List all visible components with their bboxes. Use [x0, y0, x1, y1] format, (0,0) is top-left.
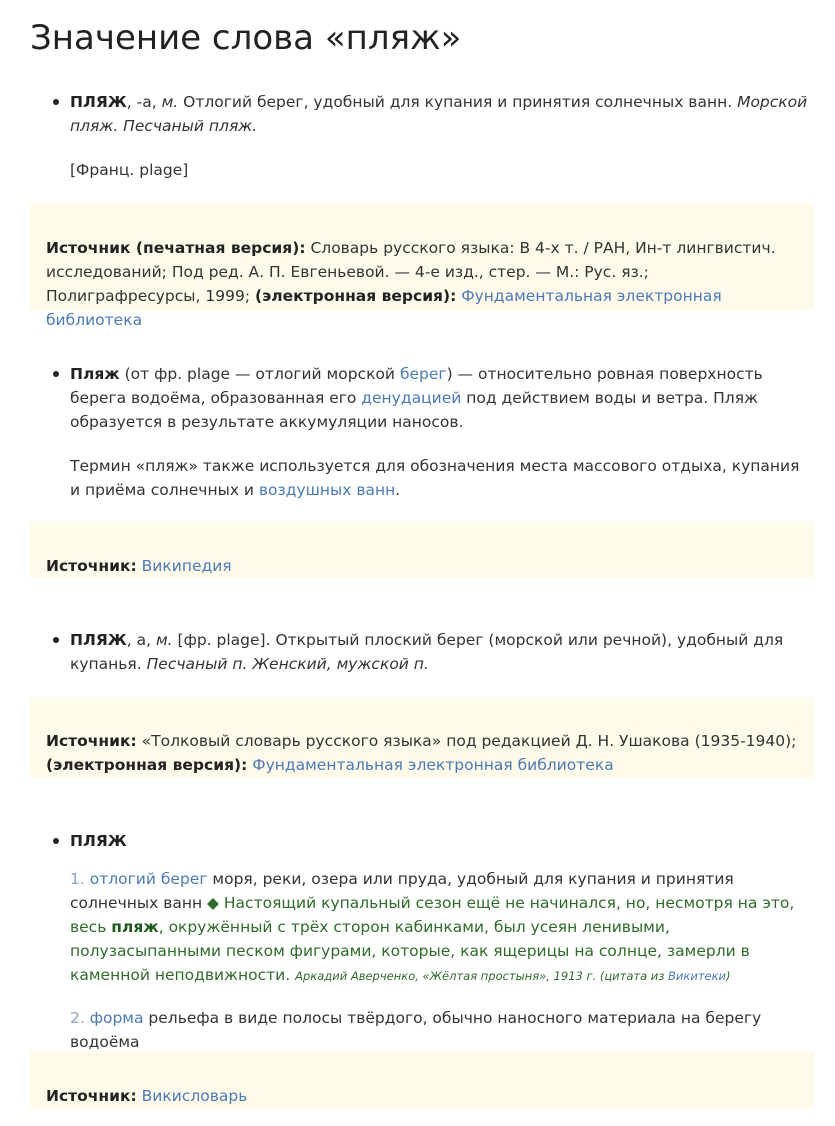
source-link-wiktionary[interactable]: Викисловарь	[141, 1086, 248, 1105]
headword-line	[70, 829, 812, 853]
link-otlogiy-bereg[interactable]: отлогий берег	[89, 870, 208, 888]
quote-text: Настоящий купальный сезон ещё не начинался, но, несмотря на это, весь пляж, окружённый с трёх сторон кабинками, был усеян ленивыми, полузасыпанными песком фигурами, которые, как ящерицы на солнце, замерли в каменной неподвижности.	[70, 894, 795, 984]
headword: Пляж	[70, 365, 120, 383]
source-text: Источник: Википедия	[46, 556, 232, 575]
source-box-2	[30, 521, 814, 578]
sense-number: 2.	[70, 1009, 85, 1027]
definition-entry-3	[70, 628, 812, 676]
source-box-3	[30, 697, 814, 778]
source-box-1	[30, 204, 814, 329]
link-air-baths[interactable]: воздушных ванн	[258, 481, 396, 499]
link-denudation[interactable]: денудацией	[361, 389, 462, 407]
definition-text: ПЛЯЖ, а, м. [фр. plage]. Открытый плоский берег (морской или речной), удобный для купанья. Песчаный п. Женский, мужской п.	[70, 631, 784, 673]
source-text: Источник: Викисловарь	[46, 1086, 248, 1105]
bullet-icon	[53, 99, 59, 105]
definition-text: Пляж (от фр. plage — отлогий морской берег) — относительно ровная поверхность берега водоёма, образованная его денудацией под действием воды и ветра. Пляж образуется в результате аккумуляции наносов.	[70, 365, 763, 431]
source-link-feb[interactable]: Фундаментальная электронная библиотека	[252, 755, 614, 774]
bullet-icon	[53, 838, 59, 844]
page-title: Значение слова «пляж»	[30, 18, 462, 58]
definition-text: ПЛЯЖ, -а, м. Отлогий берег, удобный для купания и принятия солнечных ванн. Морской пляж. Песчаный пляж.	[70, 93, 808, 135]
link-wikisource[interactable]: Викитеки	[668, 969, 727, 983]
headword: ПЛЯЖ	[70, 832, 127, 850]
headword: ПЛЯЖ	[70, 93, 127, 111]
link-bereg[interactable]: берег	[399, 365, 447, 383]
bullet-icon	[53, 371, 59, 377]
source-link-feb[interactable]: Фундаментальная электронная библиотека	[46, 286, 722, 329]
bullet-icon	[53, 637, 59, 643]
definition-entry-1	[70, 90, 812, 182]
citation: Аркадий Аверченко, «Жёлтая простыня», 1913 г. (цитата из Викитеки)	[295, 969, 731, 983]
sense-number: 1.	[70, 870, 85, 888]
source-text: Источник: «Толковый словарь русского языка» под редакцией Д. Н. Ушакова (1935-1940); (электронная версия): Фундаментальная электронная библиотека	[46, 731, 797, 774]
definition-paragraph-2: Термин «пляж» также используется для обозначения места массового отдыха, купания и приёма солнечных и воздушных ванн.	[70, 457, 800, 499]
source-link-wikipedia[interactable]: Википедия	[141, 556, 232, 575]
definition-entry-4	[70, 829, 812, 1054]
source-text: Источник (печатная версия): Словарь русского языка: В 4-х т. / РАН, Ин-т лингвистич. исследований; Под ред. А. П. Евгеньевой. — 4-е изд., стер. — М.: Рус. яз.; Полиграфресурсы, 1999; (электронная версия): Фундаментальная электронная библиотека	[46, 238, 776, 329]
headword: ПЛЯЖ	[70, 631, 127, 649]
sense-2: 2. форма рельефа в виде полосы твёрдого, обычно наносного материала на берегу водоёма	[70, 1009, 762, 1051]
source-box-4	[30, 1051, 814, 1108]
link-forma[interactable]: форма	[89, 1009, 144, 1027]
usage-examples: Морской пляж. Песчаный пляж.	[70, 93, 808, 135]
etymology: [Франц. plage]	[70, 161, 189, 179]
diamond-icon: ◆	[207, 894, 219, 912]
usage-examples: Песчаный п. Женский, мужской п.	[146, 655, 429, 673]
sense-1: 1. отлогий берег моря, реки, озера или пруда, удобный для купания и принятия солнечных ванн ◆ Настоящий купальный сезон ещё не начинался, но, несмотря на это, весь пляж, окружённый с трёх сторон кабинками, был усеян ленивыми, полузасыпанными песком фигурами, которые, как ящерицы на солнце, замерли в каменной неподвижности. Аркадий Аверченко, «Жёлтая простыня», 1913 г. (цитата из Викитеки)	[70, 870, 795, 984]
definition-entry-2	[70, 362, 812, 502]
